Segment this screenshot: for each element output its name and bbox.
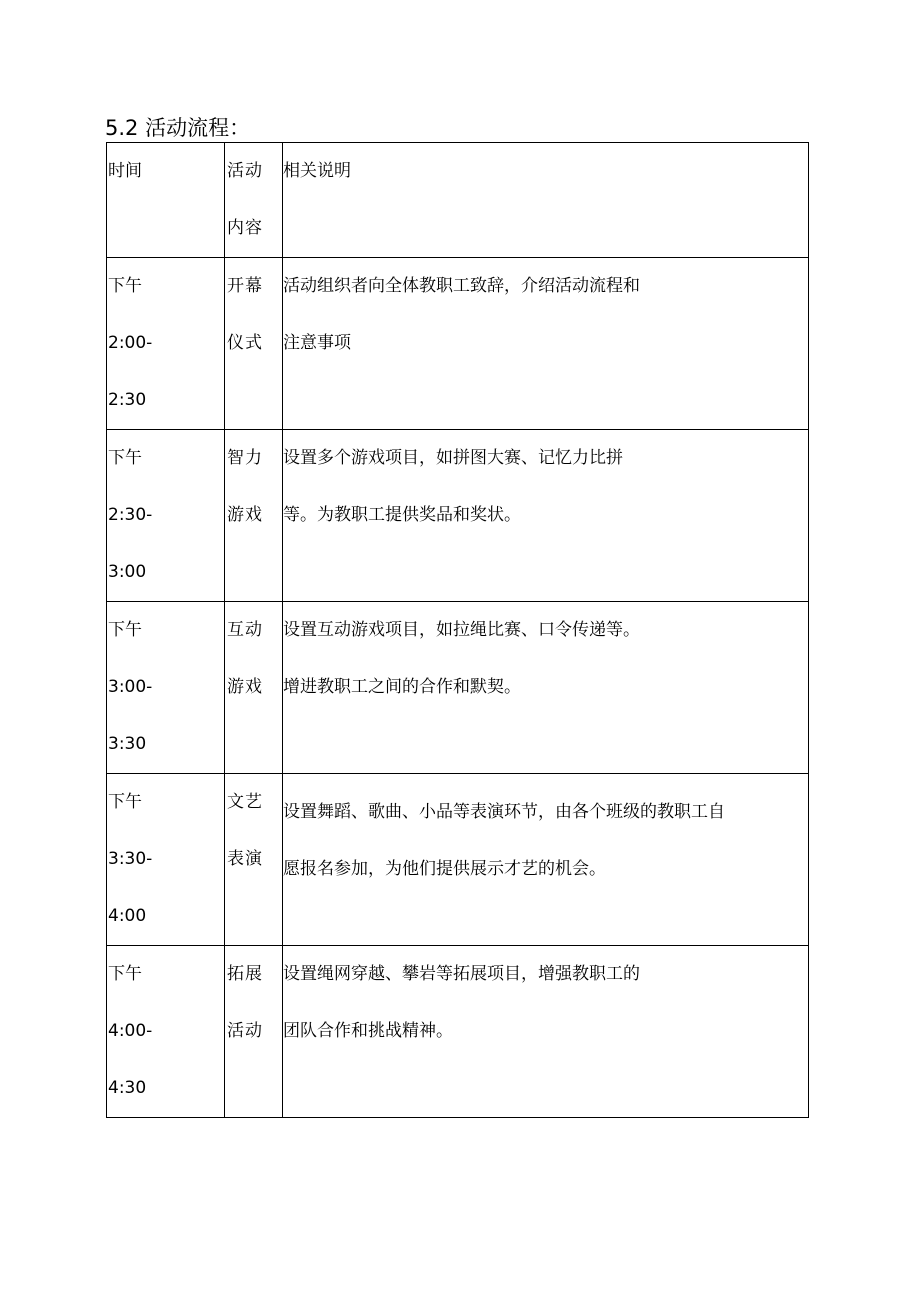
description-cell: [283, 430, 809, 602]
activity-line: 游戏: [227, 505, 263, 525]
header-activity-label-line: 内容: [227, 218, 263, 238]
time-cell: [107, 258, 225, 430]
time-line: 2:00-: [108, 333, 153, 353]
activity-cell: [225, 946, 283, 1118]
description-cell: [283, 774, 809, 946]
time-line: 下午: [108, 964, 142, 984]
description-cell: [283, 602, 809, 774]
activity-schedule-table: [106, 142, 809, 1118]
activity-cell: [225, 602, 283, 774]
description-line: 增进教职工之间的合作和默契。: [283, 677, 521, 697]
time-cell: [107, 946, 225, 1118]
activity-line: 智力: [227, 448, 263, 468]
time-line: 下午: [108, 448, 142, 468]
activity-line: 开幕: [227, 276, 263, 296]
time-line: 2:30: [108, 390, 147, 410]
activity-line: 拓展: [227, 964, 263, 984]
header-time-label: 时间: [108, 161, 142, 181]
description-line: 愿报名参加，为他们提供展示才艺的机会。: [283, 859, 606, 879]
description-line: 设置多个游戏项目，如拼图大赛、记忆力比拼: [283, 448, 623, 468]
description-line: 活动组织者向全体教职工致辞，介绍活动流程和: [283, 276, 640, 296]
description-line: 团队合作和挑战精神。: [283, 1021, 453, 1041]
time-cell: [107, 774, 225, 946]
time-line: 4:00: [108, 906, 147, 926]
header-description-label: 相关说明: [283, 161, 351, 181]
activity-cell: [225, 258, 283, 430]
section-heading: 5.2 活动流程：: [105, 116, 251, 140]
header-activity-label-line: 活动: [227, 161, 263, 181]
description-line: 设置互动游戏项目，如拉绳比赛、口令传递等。: [283, 620, 640, 640]
description-cell: [283, 258, 809, 430]
table-row: [107, 946, 809, 1118]
time-line: 3:30-: [108, 849, 153, 869]
time-line: 3:30: [108, 734, 147, 754]
description-line: 设置绳网穿越、攀岩等拓展项目，增强教职工的: [283, 964, 640, 984]
time-line: 4:00-: [108, 1021, 153, 1041]
description-line: 设置舞蹈、歌曲、小品等表演环节，由各个班级的教职工自: [283, 802, 725, 822]
time-line: 下午: [108, 620, 142, 640]
table-row: [107, 430, 809, 602]
table-row: [107, 258, 809, 430]
time-line: 2:30-: [108, 505, 153, 525]
header-time: [107, 143, 225, 258]
activity-cell: [225, 430, 283, 602]
time-cell: [107, 430, 225, 602]
activity-line: 互动: [227, 620, 263, 640]
activity-cell: [225, 774, 283, 946]
time-line: 下午: [108, 276, 142, 296]
activity-line: 表演: [227, 849, 263, 869]
activity-line: 仪式: [227, 333, 263, 353]
time-line: 4:30: [108, 1078, 147, 1098]
header-description: [283, 143, 809, 258]
header-activity: [225, 143, 283, 258]
activity-line: 活动: [227, 1021, 263, 1041]
description-line: 等。为教职工提供奖品和奖状。: [283, 505, 521, 525]
activity-line: 文艺: [227, 792, 263, 812]
time-cell: [107, 602, 225, 774]
time-line: 3:00-: [108, 677, 153, 697]
description-cell: [283, 946, 809, 1118]
table-row: [107, 774, 809, 946]
activity-line: 游戏: [227, 677, 263, 697]
table-row: [107, 602, 809, 774]
time-line: 下午: [108, 792, 142, 812]
time-line: 3:00: [108, 562, 147, 582]
description-line: 注意事项: [283, 333, 351, 353]
table-header-row: [107, 143, 809, 258]
